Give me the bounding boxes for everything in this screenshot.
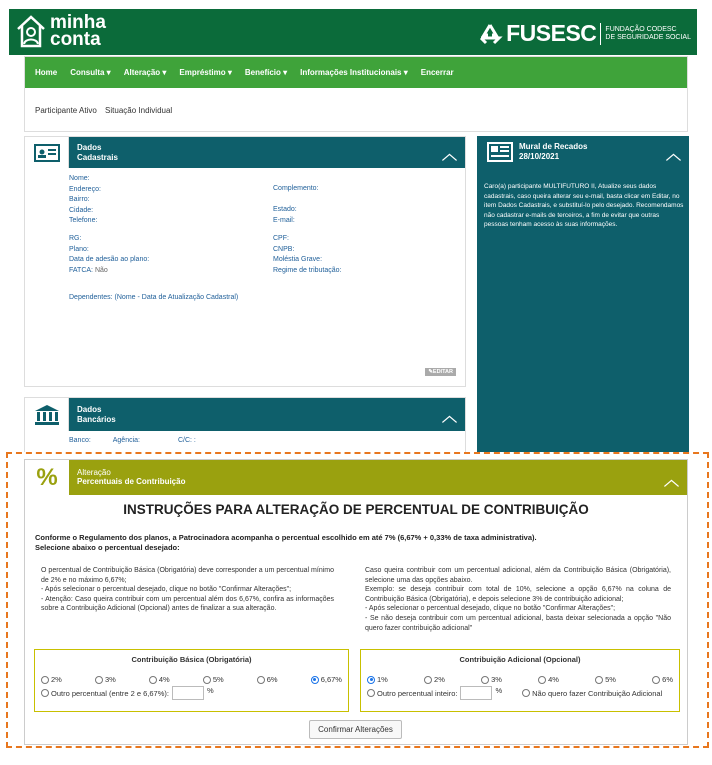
option-label: 6% [662, 675, 673, 684]
adicional-option-6[interactable] [652, 675, 673, 684]
contribuicao-adicional-box [360, 649, 680, 712]
instr-left-2: - Após selecionar o percentual desejado, clique no botão "Confirmar Alterações"; [41, 586, 292, 594]
brand-sub-line1: FUNDAÇÃO CODESC [605, 25, 677, 33]
bank-title-line1: Dados [77, 405, 102, 414]
main-nav [25, 57, 687, 88]
brand-divider [600, 23, 601, 45]
adicional-option-2[interactable] [424, 675, 445, 684]
alteracao-panel [24, 459, 688, 745]
fields-right-1 [273, 184, 319, 226]
radio-button[interactable] [538, 676, 546, 684]
fatca-value: Não [94, 266, 108, 274]
option-label: 2% [434, 675, 445, 684]
collapse-chevron-icon[interactable]: ︿ [441, 146, 457, 163]
basica-option-3[interactable] [95, 675, 116, 684]
nav-emprestimo[interactable]: Empréstimo ▾ [179, 68, 232, 77]
option-label: Não quero fazer Contribuição Adicional [532, 688, 663, 698]
instructions-title: INSTRUÇÕES PARA ALTERAÇÃO DE PERCENTUAL DE CONTRIBUIÇÃO [123, 502, 589, 517]
field-plano: Plano: [69, 245, 89, 253]
field-fatca [69, 266, 149, 277]
option-label: 5% [605, 675, 616, 684]
adicional-option-5[interactable] [595, 675, 616, 684]
radio-button[interactable] [149, 676, 157, 684]
id-card-icon [25, 137, 69, 168]
brand-sub-line2: DE SEGURIDADE SOCIAL [605, 33, 691, 41]
radio-button[interactable] [424, 676, 432, 684]
adicional-option-none[interactable] [522, 686, 662, 700]
instr-right-3: - Após selecionar o percentual desejado, clique no botão "Confirmar Alterações"; [365, 605, 616, 613]
adicional-option-other[interactable] [367, 686, 457, 700]
option-label: 3% [104, 675, 116, 684]
participant-status: Participante Ativo [35, 106, 97, 115]
field-agencia: Agência: [112, 437, 140, 444]
recycle-arrows-icon [477, 23, 503, 45]
radio-button[interactable] [203, 676, 211, 684]
nav-beneficio[interactable]: Benefício ▾ [244, 68, 288, 77]
field-email: E-mail: [273, 216, 295, 224]
radio-button[interactable] [595, 676, 603, 684]
mural-header [487, 142, 587, 162]
bank-fields [69, 436, 196, 447]
nav-alteracao[interactable]: Alteração ▾ [123, 68, 167, 77]
mural-date: 28/10/2021 [519, 152, 560, 161]
field-regime: Regime de tributação: [273, 266, 342, 274]
house-user-icon [15, 13, 47, 49]
field-banco: Banco: [69, 437, 91, 444]
nav-container [24, 56, 688, 132]
collapse-chevron-icon[interactable]: ︿ [441, 408, 457, 425]
minha-conta-logo[interactable] [15, 13, 106, 49]
dados-cadastrais-panel [24, 136, 466, 387]
dependents-label: Dependentes: (Nome - Data de Atualização Cadastral) [69, 294, 239, 301]
option-label: 1% [377, 675, 388, 684]
basica-option-5[interactable] [203, 675, 224, 684]
adicional-option-1[interactable] [367, 675, 388, 684]
app-name-line2: conta [50, 29, 101, 50]
radio-button-selected[interactable] [367, 676, 375, 684]
radio-button[interactable] [257, 676, 265, 684]
fields-left-2 [69, 234, 149, 276]
option-label: Outro percentual (entre 2 e 6,67%): [51, 688, 169, 698]
alteracao-title-line2: Percentuais de Contribuição [77, 477, 186, 486]
fields-left-1 [69, 174, 101, 227]
field-cnpb: CNPB: [273, 245, 295, 253]
option-label: 4% [548, 675, 559, 684]
breadcrumb [35, 106, 178, 115]
panel-title-line1: Dados [77, 143, 102, 152]
basica-options [41, 675, 342, 684]
fatca-label: FATCA: [69, 266, 93, 274]
option-label: 3% [491, 675, 502, 684]
nav-consulta[interactable]: Consulta ▾ [70, 68, 111, 77]
intro-line2: Selecione abaixo o percentual desejado: [35, 543, 180, 552]
option-label: 6% [266, 675, 278, 684]
instr-left-1: O percentual de Contribuição Básica (Obrigatória) deve corresponder a um percentual mínimo de 2% e no máximo 6,67%; [41, 567, 334, 584]
basica-option-6[interactable] [257, 675, 278, 684]
mural-message: Caro(a) participante MULTIFUTURO II, Atualize seus dados cadastrais, caso queira alterar seu e-mail, basta clicar em Editar, no item Dados Cadastrais, e substituí-lo pelo desejado. Recomendamos não cadastrar e-mails de terceiros, a fim de evitar que outras pessoas tenham acesso às suas informações. [484, 183, 684, 229]
radio-button[interactable] [41, 676, 49, 684]
basica-option-667[interactable] [311, 675, 342, 684]
alteracao-header[interactable] [25, 460, 687, 495]
bank-title-line2: Bancários [77, 415, 116, 424]
percent-icon: % [25, 460, 69, 495]
basica-option-2[interactable] [41, 675, 62, 684]
field-cpf: CPF: [273, 235, 289, 242]
option-label: 2% [51, 675, 62, 684]
option-label: Outro percentual inteiro: [377, 688, 458, 698]
instr-right-1: Caso queira contribuir com um percentual adicional, além da Contribuição Básica (Obrigatória), selecione uma das opções abaixo. [365, 567, 671, 584]
mural-recados-panel [477, 136, 689, 452]
radio-button[interactable] [41, 689, 49, 697]
radio-button[interactable] [652, 676, 660, 684]
field-cc: C/C: : [177, 437, 196, 444]
panel-title-line2: Cadastrais [77, 153, 118, 162]
instructions-adicional [365, 566, 671, 633]
edit-button[interactable]: ✎EDITAR [425, 368, 456, 376]
field-telefone: Telefone: [69, 217, 98, 224]
basica-option-other[interactable] [41, 686, 169, 700]
radio-button-selected[interactable] [311, 676, 319, 684]
intro-line1: Conforme o Regulamento dos planos, a Patrocinadora acompanha o percentual escolhido em até 7% (6,67% + 0,33% de taxa administrativa). [35, 533, 537, 542]
instructions-basica [41, 566, 334, 614]
field-complemento: Complemento: [273, 185, 319, 192]
brand-subtitle [605, 26, 691, 42]
radio-button[interactable] [367, 689, 375, 697]
field-rg: RG: [69, 235, 82, 242]
alteracao-title-line1: Alteração [77, 468, 111, 477]
dados-bancarios-panel [24, 397, 466, 452]
field-cidade: Cidade: [69, 206, 94, 214]
nav-informacoes[interactable]: Informações Institucionais ▾ [300, 68, 408, 77]
basica-other-input[interactable] [172, 686, 204, 700]
adicional-other-input[interactable] [460, 686, 492, 700]
edit-label: EDITAR [432, 369, 453, 375]
top-header [9, 9, 697, 55]
radio-button[interactable] [522, 689, 530, 697]
dados-cadastrais-header[interactable] [25, 137, 465, 168]
nav-home[interactable]: Home [35, 68, 58, 77]
adicional-options [367, 675, 673, 684]
bank-icon [25, 398, 69, 431]
basica-title: Contribuição Básica (Obrigatória) [131, 655, 252, 664]
adicional-option-4[interactable] [538, 675, 559, 684]
fusesc-logo [477, 20, 691, 47]
basica-option-4[interactable] [149, 675, 170, 684]
adicional-option-3[interactable] [481, 675, 502, 684]
field-endereco: Endereço: [69, 185, 101, 193]
field-molestia: Moléstia Grave: [273, 256, 323, 263]
radio-button[interactable] [95, 676, 103, 684]
collapse-chevron-icon[interactable]: ︿ [663, 472, 679, 489]
contribuicao-basica-box [34, 649, 349, 712]
situation-link[interactable]: Situação Individual [105, 106, 173, 115]
field-bairro: Bairro: [69, 196, 90, 203]
collapse-chevron-icon[interactable]: ︿ [665, 146, 681, 163]
confirm-changes-button[interactable]: Confirmar Alterações [309, 720, 402, 739]
percent-unit: % [495, 686, 503, 695]
app-name-line1: minha [50, 12, 106, 33]
nav-encerrar[interactable]: Encerrar [420, 68, 454, 77]
instr-right-2: Exemplo: se deseja contribuir com total de 10%, selecione a opção 6,67% na coluna de Contribuição Básica (Obrigatória), e depois selecione 3% de contribuição adicional; [365, 586, 671, 603]
fields-right-2 [273, 234, 341, 276]
instr-left-3: - Atenção: Caso queira contribuir com um percentual além dos 6,67%, confira as informações sobre a Contribuição Adicional (Opcional) antes de finalizar a sua alteração. [41, 595, 334, 613]
adicional-title: Contribuição Adicional (Opcional) [459, 655, 581, 664]
newspaper-icon [487, 142, 513, 162]
basica-other [41, 686, 342, 700]
mural-title: Mural de Recados [519, 142, 588, 151]
adicional-other [367, 686, 673, 700]
percent-unit: % [206, 686, 214, 695]
radio-button[interactable] [481, 676, 489, 684]
option-label: 5% [212, 675, 224, 684]
field-estado: Estado: [273, 206, 297, 213]
intro-text [35, 533, 537, 553]
dados-bancarios-header[interactable] [25, 398, 465, 431]
option-label: 4% [158, 675, 170, 684]
brand-name: FUSESC [506, 20, 597, 46]
instr-right-4: - Se não deseja contribuir com um percentual adicional, basta deixar selecionada a opção "Não quero fazer contribuição adicional" [365, 614, 671, 632]
field-data-adesao: Data de adesão ao plano: [69, 256, 150, 263]
field-nome: Nome: [69, 175, 90, 182]
option-label: 6,67% [320, 675, 342, 684]
